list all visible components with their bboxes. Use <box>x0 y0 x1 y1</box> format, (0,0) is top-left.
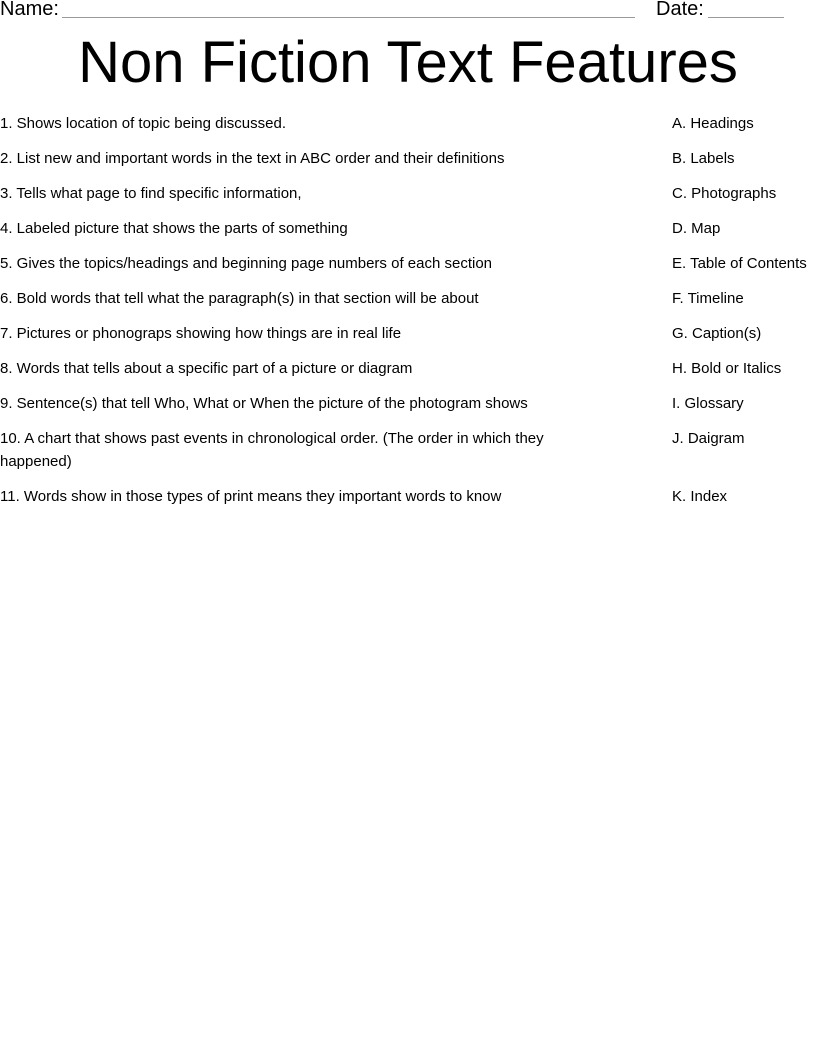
answer-option: C. Photographs <box>672 185 777 202</box>
clue-text: 1. Shows location of topic being discussed. <box>0 115 287 132</box>
matching-row <box>0 427 816 485</box>
clue-text: 4. Labeled picture that shows the parts of something <box>0 220 348 237</box>
clue-text: 6. Bold words that tell what the paragraph(s) in that section will be about <box>0 290 479 307</box>
answer-option: J. Daigram <box>672 430 745 447</box>
page-title: Non Fiction Text Features <box>78 30 738 95</box>
name-input-line[interactable] <box>62 17 635 18</box>
clue-text: 2. List new and important words in the text in ABC order and their definitions <box>0 150 505 167</box>
clue-text: 11. Words show in those types of print means they important words to know <box>0 488 502 505</box>
answer-option: B. Labels <box>672 150 735 167</box>
answer-option: G. Caption(s) <box>672 325 762 342</box>
answer-option: K. Index <box>672 488 728 505</box>
name-label: Name: <box>0 0 59 20</box>
matching-row <box>0 357 816 392</box>
answer-option: D. Map <box>672 220 721 237</box>
matching-row <box>0 392 816 427</box>
answer-option: A. Headings <box>672 115 754 132</box>
answer-option: H. Bold or Italics <box>672 360 782 377</box>
matching-row <box>0 287 816 322</box>
matching-row <box>0 217 816 252</box>
clue-text: 5. Gives the topics/headings and beginning page numbers of each section <box>0 255 492 272</box>
matching-row <box>0 182 816 217</box>
matching-row <box>0 112 816 147</box>
matching-row <box>0 147 816 182</box>
answer-option: I. Glossary <box>672 395 744 412</box>
date-input-line[interactable] <box>708 17 784 18</box>
answer-option: E. Table of Contents <box>672 255 807 272</box>
clue-text: 8. Words that tells about a specific part of a picture or diagram <box>0 360 413 377</box>
matching-row <box>0 252 816 287</box>
matching-row <box>0 322 816 357</box>
answer-option: F. Timeline <box>672 290 744 307</box>
clue-text: 10. A chart that shows past events in chronological order. (The order in which they happened) <box>0 430 544 470</box>
clue-text: 7. Pictures or phonograps showing how things are in real life <box>0 325 402 342</box>
clue-text: 9. Sentence(s) that tell Who, What or When the picture of the photogram shows <box>0 395 528 412</box>
matching-row <box>0 485 816 520</box>
worksheet-header <box>0 0 816 24</box>
clue-text: 3. Tells what page to find specific information, <box>0 185 302 202</box>
date-label: Date: <box>656 0 704 20</box>
matching-list <box>0 112 816 520</box>
